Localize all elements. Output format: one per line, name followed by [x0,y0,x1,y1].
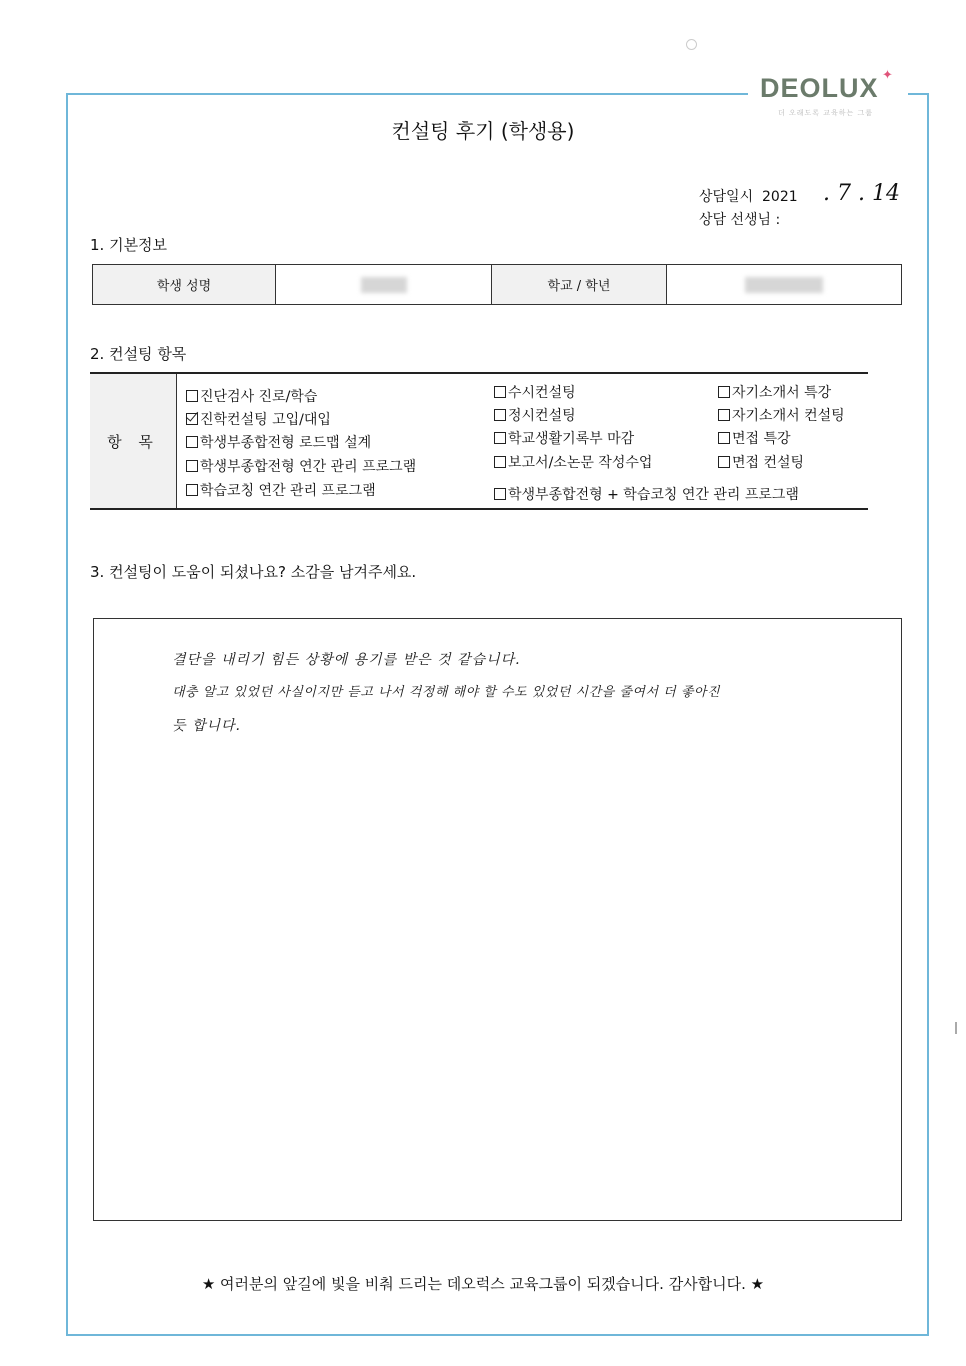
item-diagnostic-test: 진단검사 진로/학습 [186,386,317,406]
item-regular-admission: 정시컨설팅 [494,405,576,425]
handwritten-line-2: 대충 알고 있었던 사실이지만 듣고 나서 걱정해 해야 할 수도 있었던 시간을 줄여서 더 좋아진 [172,685,720,700]
item-interview-lecture: 면접 특강 [718,428,791,448]
item-interview-consulting: 면접 컨설팅 [718,452,804,472]
item-report-writing: 보고서/소논문 작성수업 [494,452,652,472]
item-combined-program: 학생부종합전형 + 학습코칭 연간 관리 프로그램 [494,484,799,504]
item-annual-program: 학생부종합전형 연간 관리 프로그램 [186,456,416,476]
footer-message: ★ 여러분의 앞길에 빛을 비춰 드리는 데오럭스 교육그룹이 되겠습니다. 감사합니다. ★ [201,1275,765,1293]
scan-mark [955,1022,957,1034]
item-early-admission: 수시컨설팅 [494,382,576,402]
checkbox [494,386,506,398]
checkbox [494,409,506,421]
teacher-label: 상담 선생님 : [699,212,781,228]
item-school-record: 학교생활기록부 마감 [494,428,634,448]
student-name-value [276,265,492,305]
checkbox [718,456,730,468]
date-handwritten: . 7 . 14 [823,181,900,206]
checkbox-checked [186,413,198,425]
feedback-box [93,618,902,1221]
consulting-items-table [90,372,868,510]
item-study-coaching: 학습코칭 연간 관리 프로그램 [186,480,376,500]
checkbox [186,484,198,496]
section2-heading: 2. 컨설팅 항목 [90,345,187,363]
checkbox [494,488,506,500]
handwritten-line-3: 듯 합니다. [172,718,241,734]
section3-heading: 3. 컨설팅이 도움이 되셨나요? 소감을 남겨주세요. [90,563,417,581]
scan-hole [686,39,697,50]
items-column-header: 항 목 [90,374,177,508]
consult-date [699,186,798,206]
checkbox [186,436,198,448]
checkbox [186,460,198,472]
redacted-name [361,277,407,293]
checkbox [186,390,198,402]
checkbox [718,386,730,398]
checkbox [718,409,730,421]
checkbox [494,432,506,444]
item-essay-consulting: 자기소개서 컨설팅 [718,405,845,425]
star-icon: ✦ [882,68,893,83]
student-name-label: 학생 성명 [93,265,276,305]
date-year: 2021 [762,189,798,205]
section1-heading: 1. 기본정보 [90,236,168,254]
checkbox [494,456,506,468]
basic-info-table [92,264,902,305]
school-grade-label: 학교 / 학년 [492,265,667,305]
handwritten-line-1: 결단을 내리기 힘든 상황에 용기를 받은 것 같습니다. [172,652,521,668]
brand-tagline: 더 오래도록 교육하는 그룹 [778,109,874,117]
brand-logo: DEOLUX [760,73,879,103]
item-roadmap-design: 학생부종합전형 로드맵 설계 [186,432,371,452]
redacted-school [745,277,823,293]
checkbox [718,432,730,444]
item-essay-lecture: 자기소개서 특강 [718,382,831,402]
date-label: 상담일시 [699,189,754,205]
school-grade-value [667,265,902,305]
item-admission-consulting: 진학컨설팅 고입/대입 [186,409,331,429]
page-title: 컨설팅 후기 (학생용) [391,119,575,143]
